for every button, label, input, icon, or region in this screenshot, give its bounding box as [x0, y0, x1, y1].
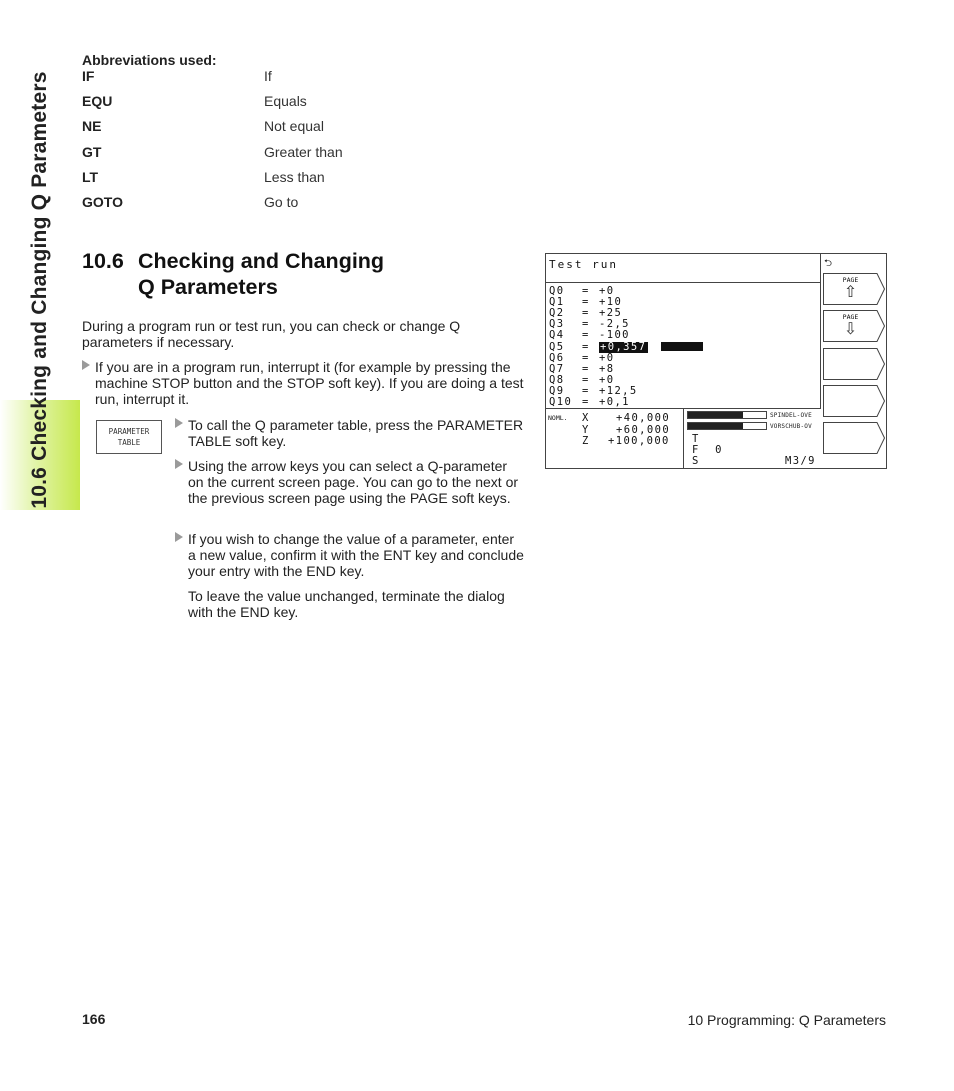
spindle-override-fill [688, 412, 743, 418]
arrow-up-icon: ⇧ [843, 282, 858, 301]
bullet-arrow-keys [175, 458, 525, 524]
abbreviation-meaning: Equals [264, 93, 307, 110]
q-parameter-value: +0,357 [600, 340, 647, 353]
bullet-arrow-icon [82, 360, 90, 370]
q-parameter-value: +0 [599, 351, 615, 364]
abbreviation-row [82, 93, 382, 113]
q-parameter-row[interactable] [549, 353, 819, 364]
screen-mode-title: Test run [549, 258, 618, 271]
empty-softkey[interactable] [823, 385, 885, 417]
abbreviation-meaning: If [264, 68, 272, 84]
q-parameter-equals: = [582, 362, 590, 375]
status-divider [683, 409, 684, 468]
m-function-value: M3/9 [785, 455, 816, 467]
screen-main-area [546, 254, 821, 409]
abbreviation-row [82, 144, 382, 164]
q-parameter-name: Q4 [549, 329, 565, 342]
q-parameter-name: Q1 [549, 296, 565, 309]
axis-y-label: Y [582, 424, 590, 436]
axis-z-value: +100,000 [608, 435, 670, 447]
q-parameter-equals: = [582, 307, 590, 320]
feed-override-bar [687, 422, 767, 430]
softkey-label: PAGE [842, 276, 859, 284]
feed-override-label: VORSCHUB-OV [770, 423, 812, 430]
axis-z-label: Z [582, 435, 590, 447]
abbreviation-key: LT [82, 168, 99, 185]
q-parameter-name: Q9 [549, 384, 565, 397]
bullet-change-value [175, 531, 525, 581]
q-parameter-name: Q10 [549, 396, 573, 408]
q-parameter-value: +8 [599, 362, 615, 375]
bullet-text: If you wish to change the value of a parameter, enter a new value, confirm it with the ENT key and conclude your entry with the END key. [188, 531, 524, 579]
chapter-side-title: 10.6 Checking and Changing Q Parameters [28, 71, 51, 509]
q-parameter-equals: = [582, 351, 590, 364]
feed-override-fill [688, 423, 743, 429]
q-parameter-value: +0 [599, 373, 615, 386]
q-parameter-value: -2,5 [599, 318, 630, 331]
q-parameter-equals: = [582, 285, 590, 297]
abbreviation-meaning: Not equal [264, 118, 324, 135]
axis-x-label: X [582, 412, 590, 424]
exit-icon[interactable]: ⮌ [824, 258, 833, 269]
empty-softkey[interactable] [823, 422, 885, 454]
bullet-interrupt [82, 359, 527, 409]
bullet-arrow-icon [175, 418, 183, 428]
section-title [82, 248, 522, 300]
q-parameter-value: -100 [599, 329, 630, 342]
section-number: 10.6 [82, 249, 124, 273]
softkey-label: PAGE [842, 313, 859, 321]
q-parameter-row[interactable] [549, 397, 819, 408]
parameter-table-softkey[interactable] [96, 420, 162, 454]
bullet-arrow-icon [175, 459, 183, 469]
note-paragraph: To leave the value unchanged, terminate the dialog with the END key. [188, 588, 505, 620]
q-parameter-value: +0 [599, 285, 615, 297]
nominal-label: NOML. [548, 414, 568, 422]
q-parameter-name: Q7 [549, 362, 565, 375]
q-parameter-value: +10 [599, 296, 623, 309]
q-parameter-value: +0,1 [599, 396, 630, 408]
abbreviation-row [82, 169, 382, 189]
q-parameter-row[interactable] [549, 342, 819, 353]
abbreviation-row [82, 118, 382, 138]
page-number: 166 [82, 1011, 106, 1027]
section-title-line2: Q Parameters [138, 275, 278, 299]
q-parameter-equals: = [582, 373, 590, 386]
spindle-override-label: SPINDEL-OVE [770, 412, 812, 419]
q-parameter-value: +12,5 [599, 384, 638, 397]
q-parameter-equals: = [582, 340, 590, 353]
q-parameter-equals: = [582, 384, 590, 397]
q-parameter-row[interactable] [549, 330, 819, 341]
q-parameter-equals: = [582, 329, 590, 342]
page-softkey[interactable] [823, 310, 885, 342]
softkey-label-line2: TABLE [117, 438, 141, 447]
axis-y-value: +60,000 [616, 424, 671, 436]
q-parameter-value: +25 [599, 307, 623, 320]
q-parameter-name: Q6 [549, 351, 565, 364]
screen-title-divider [546, 282, 821, 283]
bullet-text: Using the arrow keys you can select a Q-parameter on the current screen page. You can go to the next or the previous screen page using the PAGE soft keys. [188, 458, 519, 506]
axis-x-value: +40,000 [616, 412, 671, 424]
bullet-text: If you are in a program run, interrupt it (for example by pressing the machine STOP button and the STOP soft key). If you are doing a test run, interrupt it. [95, 359, 524, 407]
bullet-call-table [175, 417, 525, 451]
abbreviation-row [82, 68, 382, 88]
abbreviation-key: GT [82, 143, 102, 160]
abbreviation-key: EQU [82, 93, 113, 110]
screen-status-area [546, 409, 821, 468]
arrow-down-icon: ⇩ [843, 319, 858, 338]
spindle-override-bar [687, 411, 767, 419]
softkey-label-line1: PARAMETER [108, 427, 150, 436]
screen-softkey-column [821, 254, 886, 468]
q-parameter-equals: = [582, 296, 590, 309]
empty-softkey[interactable] [823, 348, 885, 380]
q-parameter-equals: = [582, 396, 590, 408]
abbreviations-heading: Abbreviations used: [82, 52, 217, 68]
q-parameter-name: Q2 [549, 307, 565, 320]
abbreviation-key: GOTO [82, 194, 123, 210]
selection-cursor [661, 342, 703, 351]
abbreviation-meaning: Go to [264, 194, 299, 210]
q-parameter-name: Q8 [549, 373, 565, 386]
section-title-line1: Checking and Changing [138, 249, 385, 273]
abbreviation-meaning: Less than [264, 168, 325, 185]
abbreviation-key: IF [82, 68, 95, 84]
tnc-screen [545, 253, 887, 469]
page-softkey[interactable] [823, 273, 885, 305]
bullet-text: To call the Q parameter table, press the PARAMETER TABLE soft key. [188, 417, 524, 449]
q-parameter-name: Q3 [549, 318, 565, 331]
spindle-label: S [692, 455, 700, 467]
feed-value: F 0 [692, 444, 723, 456]
q-parameter-name: Q0 [549, 285, 565, 297]
tool-label: T [692, 433, 700, 445]
abbreviation-row [82, 194, 382, 214]
q-parameter-name: Q5 [549, 340, 565, 353]
intro-paragraph: During a program run or test run, you can check or change Q parameters if necessary. [82, 318, 461, 350]
footer-chapter: 10 Programming: Q Parameters [687, 1012, 886, 1028]
bullet-arrow-icon [175, 532, 183, 542]
q-parameter-equals: = [582, 318, 590, 331]
abbreviation-meaning: Greater than [264, 143, 343, 160]
abbreviation-key: NE [82, 118, 102, 135]
